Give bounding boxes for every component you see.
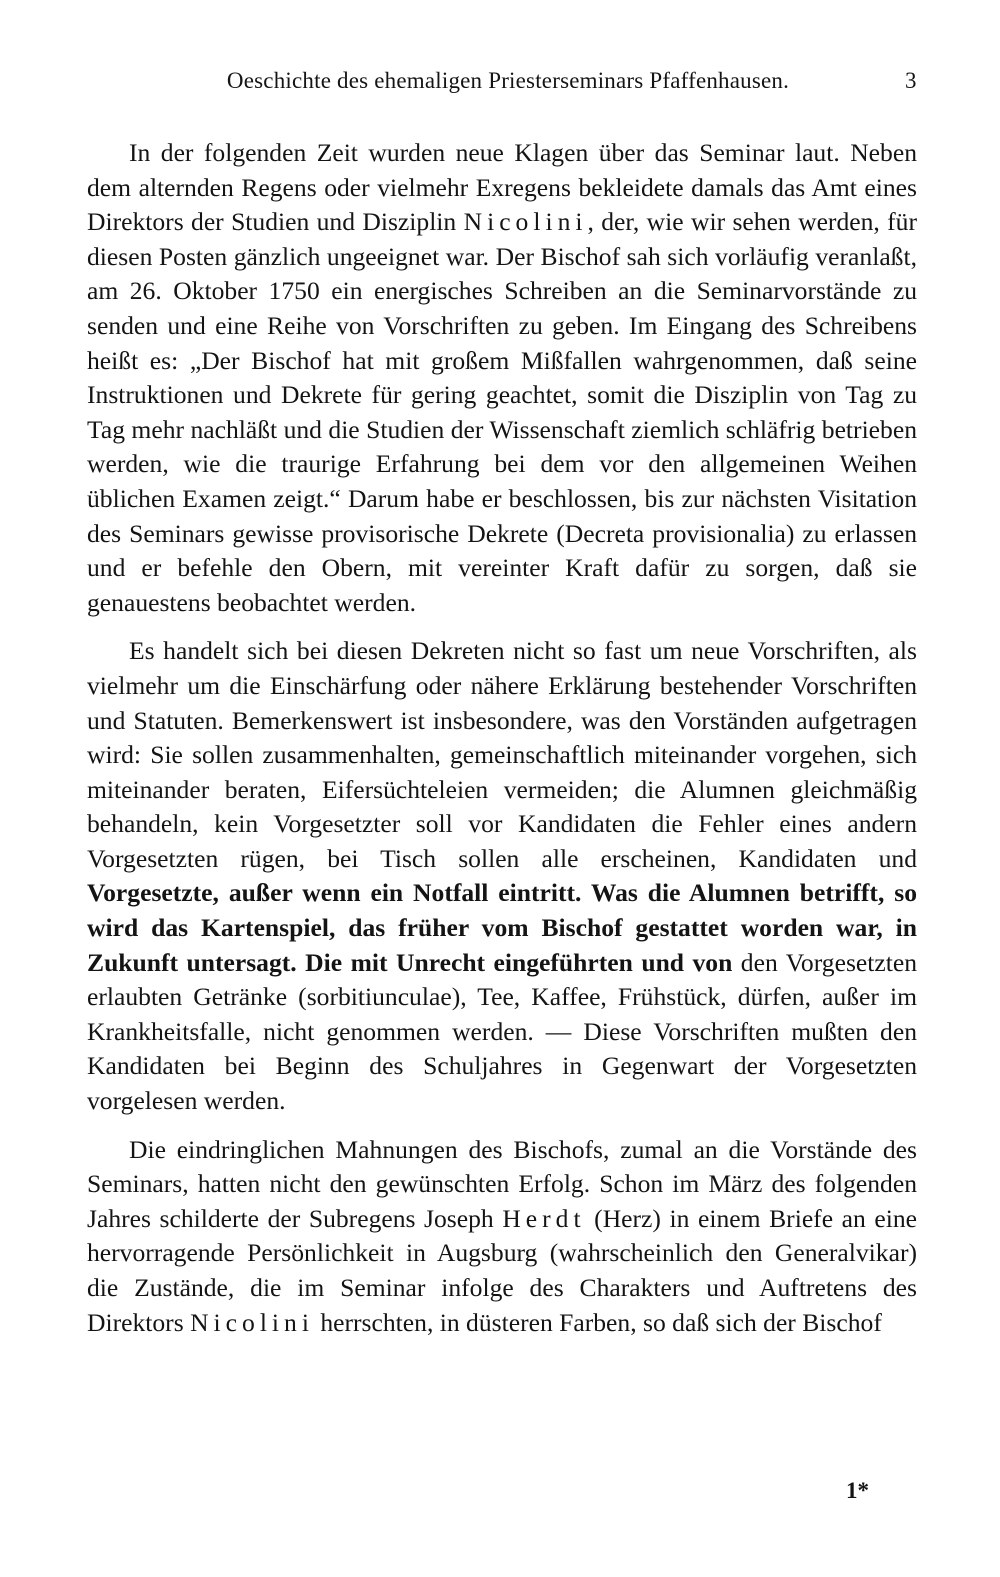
name-nicolini: Nicolini <box>463 207 588 237</box>
name-herdt: Herdt <box>502 1203 586 1233</box>
paragraph-1-text-b: , der, wie wir sehen werden, für diesen Posten gänzlich ungeeignet war. Der Bischof sah sich vorläufig veranlaßt, am 26. Oktober 1750 ein energisches Schreiben an die Seminarvorstände zu senden und eine Reihe von Vorschriften zu geben. Im Eingang des Schreibens heißt es: „Der Bischof hat mit großem Mißfallen wahrgenommen, daß seine Instruktionen und Dekrete für gering geachtet, somit die Disziplin von Tag zu Tag mehr nachläßt und die Studien der Wissenschaft ziemlich schläfrig betrieben werden, wie die traurige Erfahrung bei dem vor den allgemeinen Weihen üblichen Examen zeigt.“ Darum habe er beschlossen, bis zur nächsten Visitation des Seminars gewisse provisorische Dekrete (Decreta provisionalia) zu erlassen und er befehle den Obern, mit vereinter Kraft dafür zu sorgen, daß sie genauestens beobachtet werden. <box>87 207 917 617</box>
page-number: 3 <box>905 68 917 93</box>
paragraph-1 <box>87 136 917 620</box>
paragraph-3 <box>87 1133 917 1341</box>
paragraph-1-text-a: In der folgenden Zeit wurden neue Klagen über das Seminar laut. Neben dem alternden Regens oder vielmehr Exregens bekleidete damals das Amt eines Direktors der Studien und Disziplin <box>87 138 917 237</box>
paragraph-3-text-c: herrschten, in düsteren Farben, so daß sich der Bischof <box>313 1307 882 1337</box>
signature-mark: 1* <box>846 1478 869 1503</box>
paragraph-2 <box>87 634 917 1118</box>
name-nicolini-2: Nicolini <box>190 1307 314 1337</box>
running-head <box>0 68 1000 108</box>
paragraph-2-bold-passage: Vorgesetzte, außer wenn ein Notfall eintritt. Was die Alumnen betrifft, so wird das Kartenspiel, das früher vom Bischof gestattet worden war, in Zukunft untersagt. Die mit Unrecht eingeführten und von <box>87 878 917 977</box>
paragraph-3-text-b: (Herz) in einem Briefe an eine hervorragende Persönlichkeit in Augsburg (wahrscheinlich den Generalvikar) die Zustände, die im Seminar infolge des Charakters und Auftretens des Direktors <box>87 1203 917 1337</box>
paragraph-2-text-b: den Vorgesetzten erlaubten Getränke (sorbitiunculae), Tee, Kaffee, Frühstück, dürfen, außer im Krankheitsfalle, nicht genommen werden. — Diese Vorschriften mußten den Kandidaten bei Beginn des Schuljahres in Gegenwart der Vorgesetzten vorgelesen werden. <box>87 947 917 1116</box>
paragraph-3-text-a: Die eindringlichen Mahnungen des Bischofs, zumal an die Vorstände des Seminars, hatten nicht den gewünschten Erfolg. Schon im März des folgenden Jahres schilderte der Subregens Joseph <box>87 1134 917 1233</box>
paragraph-2-text-a: Es handelt sich bei diesen Dekreten nicht so fast um neue Vorschriften, als vielmehr um die Einschärfung oder nähere Erklärung bestehender Vorschriften und Statuten. Bemerkenswert ist insbesondere, was den Vorständen aufgetragen wird: Sie sollen zusammenhalten, gemeinschaftlich miteinander vorgehen, sich miteinander beraten, Eifersüchteleien vermeiden; die Alumnen gleichmäßig behandeln, kein Vorgesetzter soll vor Kandidaten die Fehler eines andern Vorgesetzten rügen, bei Tisch sollen alle erscheinen, Kandidaten und <box>87 636 917 873</box>
body-text <box>87 136 917 1340</box>
running-title: Oeschichte des ehemaligen Priesterseminars Pfaffenhausen. <box>226 68 790 93</box>
